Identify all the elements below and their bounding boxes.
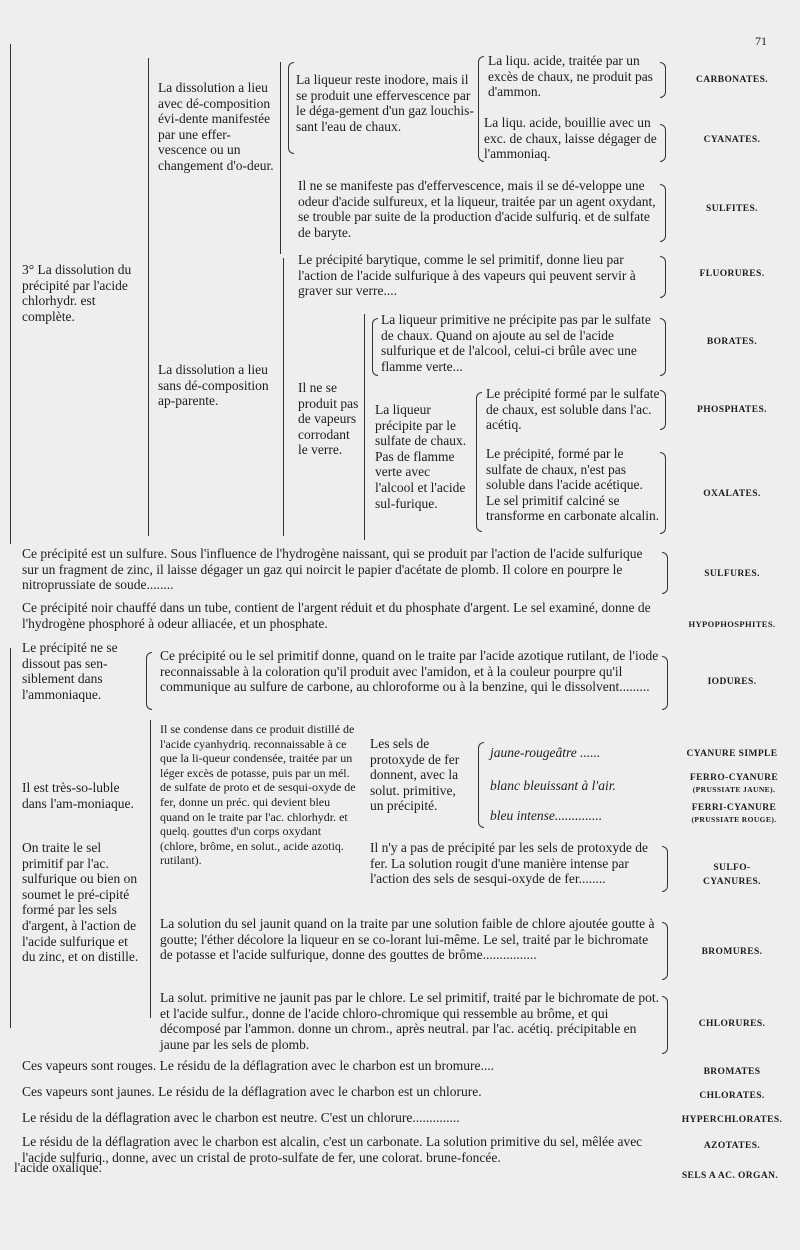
text-tres-soluble: Il est très-so-luble dans l'am-moniaque.: [22, 780, 134, 811]
text-jaune: jaune-rougeâtre ......: [490, 745, 601, 760]
text-ne-produit: Il ne se produit pas de vapeurs corrodant le verre.: [298, 380, 359, 458]
label-sels-ac-organ: SELS A AC. ORGAN.: [681, 1171, 779, 1181]
text-sulfites: Il ne se manifeste pas d'effervescence, mais il se dé-veloppe une odeur d'acide sulfureux, et la liqueur, traitée par un agent oxydant, se trouble par suite de la production d'acide sulfuriq. et de sulfate de baryte.: [298, 178, 656, 240]
bracket-inner-5: [478, 742, 484, 828]
label-bromates: BROMATES: [703, 1067, 761, 1077]
sub-bracket-line-2: [280, 62, 281, 254]
bracket-sulfites: [660, 184, 666, 242]
text-bleu: bleu intense..............: [490, 808, 603, 823]
bracket-inner-1: [288, 62, 294, 154]
left-bracket-lower: [10, 648, 11, 1028]
bracket-inner-4: [476, 392, 482, 532]
label-bromures: BROMURES.: [701, 947, 763, 957]
text-liq-inodore: La liqueur reste inodore, mais il se produit une effervescence par le déga-gement d'un gaz louchis-sant l'eau de chaux.: [296, 72, 474, 134]
text-dissol-sans: La dissolution a lieu sans dé-composition ap-parente.: [158, 362, 269, 409]
text-sels-proto: Les sels de protoxyde de fer donnent, avec la solut. primitive, un précipité.: [370, 736, 460, 814]
text-iodures: Ce précipité ou le sel primitif donne, quand on le traite par l'acide azotique rutilant, de l'iode reconnaissable à la coloration qu'il produit avec l'amidon, et à la couleur pourpre qu'il communique au sulfure de carbone, au chloroforme ou à la benzine, qui le dissolvent.........: [160, 648, 659, 695]
text-sulfures: Ce précipité est un sulfure. Sous l'influence de l'hydrogène naissant, qui se produit par l'action de l'acide sulfurique sur un fragment de zinc, il laisse dégager un gaz qui noircit le papier d'acétate de plomb. Il colore en pourpre le nitroprussiate de soude........: [22, 546, 643, 593]
text-fluorures: Le précipité barytique, comme le sel primitif, donne lieu par l'action de l'acide sulfurique à des vapeurs qui peuvent servir à graver sur verre....: [298, 252, 636, 299]
text-on-traite: On traite le sel primitif par l'ac. sulfurique ou bien on soumet le pré-cipité formé par les sels d'argent, à l'action de l'acide sulfurique et du zinc, et on distille.: [22, 840, 139, 965]
text-bromates: Ces vapeurs sont rouges. Le résidu de la déflagration avec le charbon est un bromure....: [22, 1058, 494, 1073]
text-precip-dissout: Le précipité ne se dissout pas sen-siblement dans l'ammoniaque.: [22, 640, 118, 702]
bracket-bromures: [662, 922, 668, 980]
text-liq-acide-bouillie: La liqu. acide, bouillie avec un exc. de chaux, laisse dégager de l'ammoniaq.: [484, 115, 657, 162]
label-oxalates: OXALATES.: [703, 489, 761, 499]
bracket-carbonates: [660, 62, 666, 98]
bracket-chlorures: [662, 996, 668, 1054]
bracket-iodures: [662, 656, 668, 710]
label-sulfites: SULFITES.: [706, 204, 758, 214]
text-tertio: 3° La dissolution du précipité par l'acide chlorhydr. est complète.: [22, 262, 132, 324]
text-liq-precipite: La liqueur précipite par le sulfate de chaux. Pas de flamme verte avec l'alcool et l'acide sul-furique.: [375, 402, 467, 511]
text-condense: Il se condense dans ce produit distillé de l'acide cyanhydriq. reconnaissable à ce que la li-queur condensée, traitée par un léger excès de potasse, puis par un mél. de sulfate de proto et de sesqui-oxyde de fer, donne un préc. qui devient bleu quand on le traite par l'ac. chlorhydr. et quelq. gouttes d'un corps oxydant (chlore, brôme, en solut., acide azotiq. rutilant).: [160, 722, 356, 868]
text-oxalates: Le précipité, formé par le sulfate de chaux, n'est pas soluble dans l'acide acétique. Le sel primitif calciné se transforme en carbonate alcalin.: [486, 446, 660, 524]
label-hyperchlorates: HYPERCHLORATES.: [681, 1115, 783, 1125]
text-hypophosphites: Ce précipité noir chauffé dans un tube, contient de l'argent réduit et du phosphate d'argent. Le sel examiné, donne de l'hydrogène phosphoré à odeur alliacée, et un phosphate.: [22, 600, 651, 631]
text-borates: La liqueur primitive ne précipite pas par le sulfate de chaux. Quand on ajoute au sel de l'acide sulfurique et de l'alcool, celui-ci brûle avec une flamme verte...: [381, 312, 651, 374]
bracket-cyanates: [660, 124, 666, 162]
text-liq-acide-exces: La liqu. acide, traitée par un excès de chaux, ne produit pas d'ammon.: [488, 53, 653, 100]
bracket-sulfocyan: [662, 846, 668, 892]
label-ferro-cyanure: FERRO-CYANURE: [689, 773, 779, 783]
bracket-inner-2: [478, 56, 484, 162]
text-hyperchl: Le résidu de la déflagration avec le charbon est neutre. C'est un chlorure..............: [22, 1110, 460, 1125]
label-iodures: IODURES.: [707, 677, 757, 687]
label-chlorures: CHLORURES.: [698, 1019, 766, 1029]
label-cyanure-simple: CYANURE SIMPLE: [686, 749, 778, 759]
label-chlorates: CHLORATES.: [699, 1091, 765, 1101]
bracket-inner-6: [146, 652, 152, 710]
label-borates: BORATES.: [706, 337, 758, 347]
bracket-phosphates: [660, 390, 666, 430]
label-prussiate-jaune: (PRUSSIATE JAUNE).: [692, 785, 776, 794]
text-sulfocyan: Il n'y a pas de précipité par les sels de protoxyde de fer. La solution rougit d'une manière intense par l'action des sels de sesqui-oxyde de fer........: [370, 840, 648, 887]
main-bracket-line: [10, 44, 11, 544]
bracket-sulfures: [662, 552, 668, 594]
text-chlorures: La solut. primitive ne jaunit pas par le chlore. Le sel primitif, traité par le bichromate de pot. et l'acide sulfur., donne de l'acide chloro-chromique qui ressemble au brôme, et qui décomposé par l'ammon. donne un chrom., après neutral. par l'ac. acétiq. précipitable en jaune par les sels de plomb.: [160, 990, 659, 1052]
bracket-oxalates: [660, 452, 666, 534]
text-oxalique: l'acide oxalique.: [14, 1160, 102, 1175]
label-prussiate-rouge: (PRUSSIATE ROUGE).: [691, 815, 777, 824]
text-chlorates: Ces vapeurs sont jaunes. Le résidu de la déflagration avec le charbon est un chlorure.: [22, 1084, 482, 1099]
text-azotates: Le résidu de la déflagration avec le charbon est alcalin, c'est un carbonate. La solution primitive du sel, mêlée avec l'acide sulfuriq., donne, avec un cristal de proto-sulfate de fer, une colorat. brune-foncée.: [22, 1134, 643, 1165]
text-blanc: blanc bleuissant à l'air.: [490, 778, 616, 793]
bracket-inner-3: [372, 318, 378, 376]
label-cyanates: CYANATES.: [703, 135, 761, 145]
bracket-borates: [660, 318, 666, 376]
text-dissol-evidente: La dissolution a lieu avec dé-composition évi-dente manifestée par une effer-vescence ou un changement d'o-deur.: [158, 80, 274, 173]
label-sulfo: SULFO-: [713, 863, 751, 873]
label-hypophosphites: HYPOPHOSPHITES.: [688, 619, 776, 629]
sub-bracket-line-4: [364, 314, 365, 540]
label-fluorures: FLUORURES.: [699, 269, 765, 279]
page-number: 71: [755, 34, 767, 48]
bracket-fluorures: [660, 256, 666, 298]
sub-bracket-line-3: [283, 258, 284, 536]
label-ferri-cyanure: FERRI-CYANURE: [691, 803, 777, 813]
text-bromures: La solution du sel jaunit quand on la traite par une solution faible de chlore ajoutée goutte à goutte; l'éther décolore la liqueur en se co-lorant lui-même. Le sel, traité par le bichromate de potasse et l'acide sulfurique, donne des gouttes de brôme................: [160, 916, 655, 963]
label-phosphates: PHOSPHATES.: [697, 405, 767, 415]
sub-bracket-lower: [150, 720, 151, 1018]
text-phosphates: Le précipité formé par le sulfate de chaux, est soluble dans l'ac. acétiq.: [486, 386, 660, 433]
label-cyanures: CYANURES.: [703, 877, 761, 887]
sub-bracket-line: [148, 58, 149, 536]
label-carbonates: CARBONATES.: [695, 75, 769, 85]
label-sulfures: SULFURES.: [704, 569, 760, 579]
label-azotates: AZOTATES.: [703, 1141, 761, 1151]
